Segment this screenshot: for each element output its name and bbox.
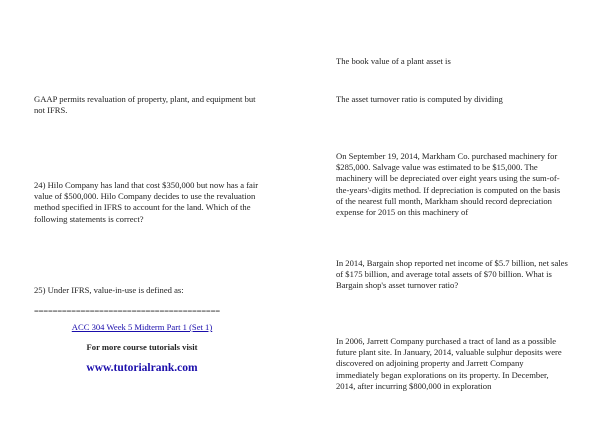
website-link[interactable]: www.tutorialrank.com — [86, 362, 198, 374]
separator-line: ======================================== — [34, 306, 220, 316]
more-tutorials-text: For more course tutorials visit — [86, 342, 198, 352]
question-24-hilo: 24) Hilo Company has land that cost $350,000 but now has a fair value of $500,000. Hilo Company decides to use the revaluation method specified in IFRS to account for the land. Which of the following statements is correct? — [34, 180, 259, 224]
course-link[interactable]: ACC 304 Week 5 Midterm Part 1 (Set 1) — [71, 322, 213, 332]
question-25-value-in-use: 25) Under IFRS, value-in-use is defined as: — [34, 285, 184, 295]
question-markham-depreciation: On September 19, 2014, Markham Co. purchased machinery for $285,000. Salvage value was estimated to be $15,000. The machinery will be depreciated over eight years using the sum-of-the-years'-digits method. If depreciation is computed on the basis of the nearest full month, Markham should record depreciation expense for 2015 on this machinery of — [336, 151, 561, 218]
question-bargain-shop: In 2014, Bargain shop reported net income of $5.7 billion, net sales of $175 billion, and average total assets of $70 billion. What is Bargain shop's asset turnover ratio? — [336, 258, 568, 291]
question-book-value: The book value of a plant asset is — [336, 56, 451, 66]
question-asset-turnover: The asset turnover ratio is computed by dividing — [336, 94, 503, 104]
statement-gaap-revaluation: GAAP permits revaluation of property, plant, and equipment but not IFRS. — [34, 94, 256, 116]
question-jarrett-land: In 2006, Jarrett Company purchased a tract of land as a possible future plant site. In January, 2014, valuable sulphur deposits were discovered on adjoining property and Jarrett Company immediately began explorations on its property. In December, 2014, after incurring $800,000 in exploration — [336, 336, 562, 391]
